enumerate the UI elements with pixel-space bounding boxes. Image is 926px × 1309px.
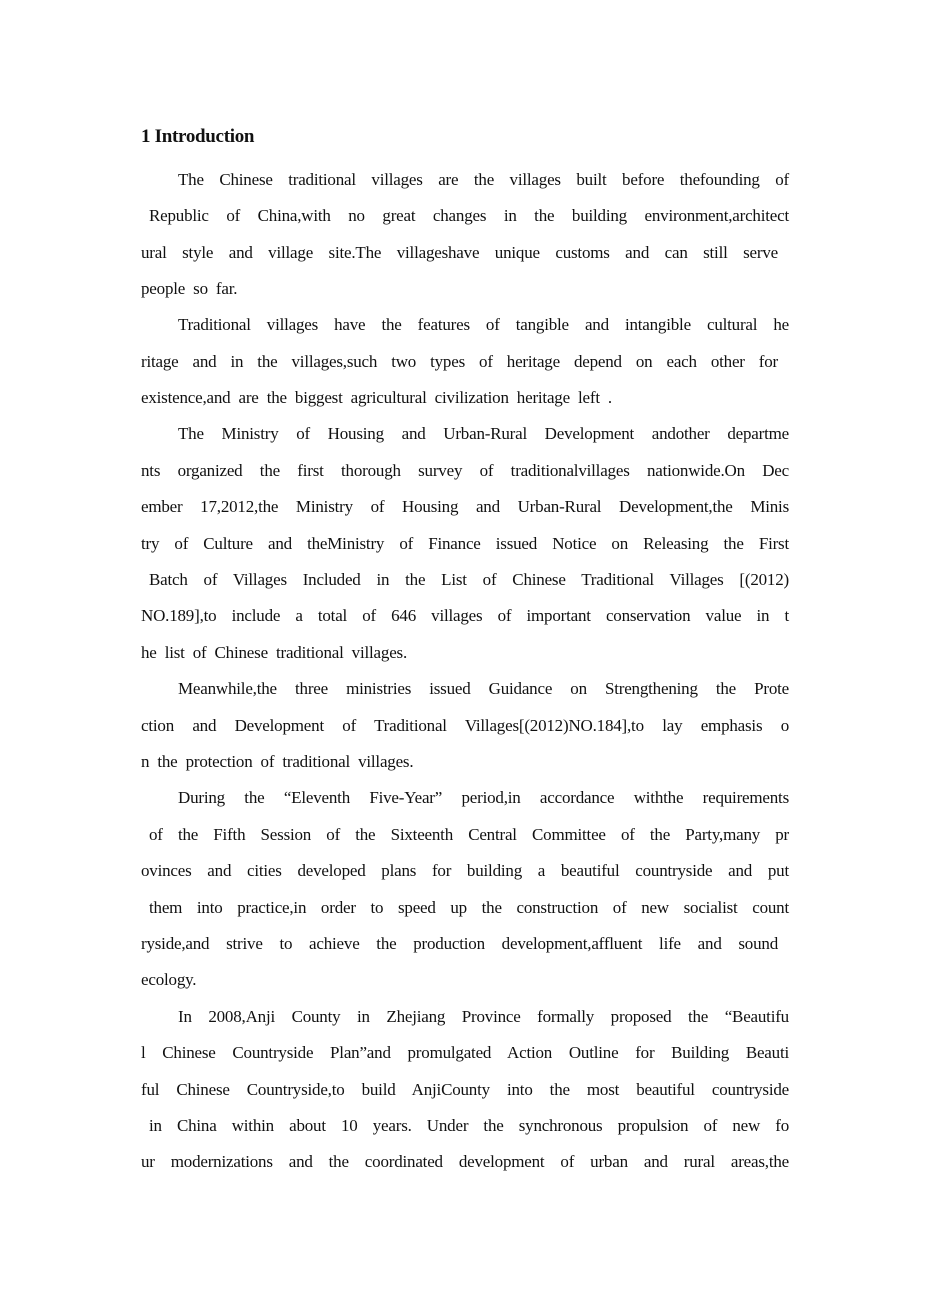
text-line: them into practice,in order to speed up the construction of new socialist count: [149, 898, 789, 917]
text-line: Republic of China,with no great changes in the building environment,architect: [149, 206, 789, 225]
text-line: ember 17,2012,the Ministry of Housing and Urban-Rural Development,the Minis: [141, 497, 789, 516]
text-line: ritage and in the villages,such two types of heritage depend on each other for: [141, 352, 778, 371]
text-line: ful Chinese Countryside,to build AnjiCounty into the most beautiful countryside: [141, 1080, 789, 1099]
text-line: Traditional villages have the features of tangible and intangible cultural he: [178, 315, 789, 334]
text-line: The Chinese traditional villages are the villages built before thefounding of: [178, 170, 789, 189]
section-heading: 1 Introduction: [141, 126, 255, 147]
text-line: in China within about 10 years. Under the synchronous propulsion of new fo: [149, 1116, 789, 1135]
text-line: people so far.: [141, 279, 238, 298]
text-line: try of Culture and theMinistry of Finance issued Notice on Releasing the First: [141, 534, 789, 553]
text-line: n the protection of traditional villages.: [141, 752, 414, 771]
text-line: ovinces and cities developed plans for building a beautiful countryside and put: [141, 861, 789, 880]
text-line: nts organized the first thorough survey of traditionalvillages nationwide.On Dec: [141, 461, 789, 480]
text-line: The Ministry of Housing and Urban-Rural Development andother departme: [178, 424, 789, 443]
text-line: Batch of Villages Included in the List of Chinese Traditional Villages [(2012): [149, 570, 789, 589]
text-line: ur modernizations and the coordinated development of urban and rural areas,the: [141, 1152, 789, 1171]
text-line: l Chinese Countryside Plan”and promulgated Action Outline for Building Beauti: [141, 1043, 789, 1062]
text-line: During the “Eleventh Five-Year” period,in accordance withthe requirements: [178, 788, 789, 807]
text-line: he list of Chinese traditional villages.: [141, 643, 408, 662]
text-line: ryside,and strive to achieve the production development,affluent life and sound: [141, 934, 778, 953]
text-line: of the Fifth Session of the Sixteenth Central Committee of the Party,many pr: [149, 825, 789, 844]
text-line: ction and Development of Traditional Villages[(2012)NO.184],to lay emphasis o: [141, 716, 789, 735]
text-line: ural style and village site.The villageshave unique customs and can still serve: [141, 243, 778, 262]
text-line: NO.189],to include a total of 646 villages of important conservation value in t: [141, 606, 789, 625]
text-line: Meanwhile,the three ministries issued Guidance on Strengthening the Prote: [178, 679, 789, 698]
text-line: existence,and are the biggest agricultural civilization heritage left .: [141, 388, 612, 407]
text-line: In 2008,Anji County in Zhejiang Province formally proposed the “Beautifu: [178, 1007, 789, 1026]
text-line: ecology.: [141, 970, 197, 989]
